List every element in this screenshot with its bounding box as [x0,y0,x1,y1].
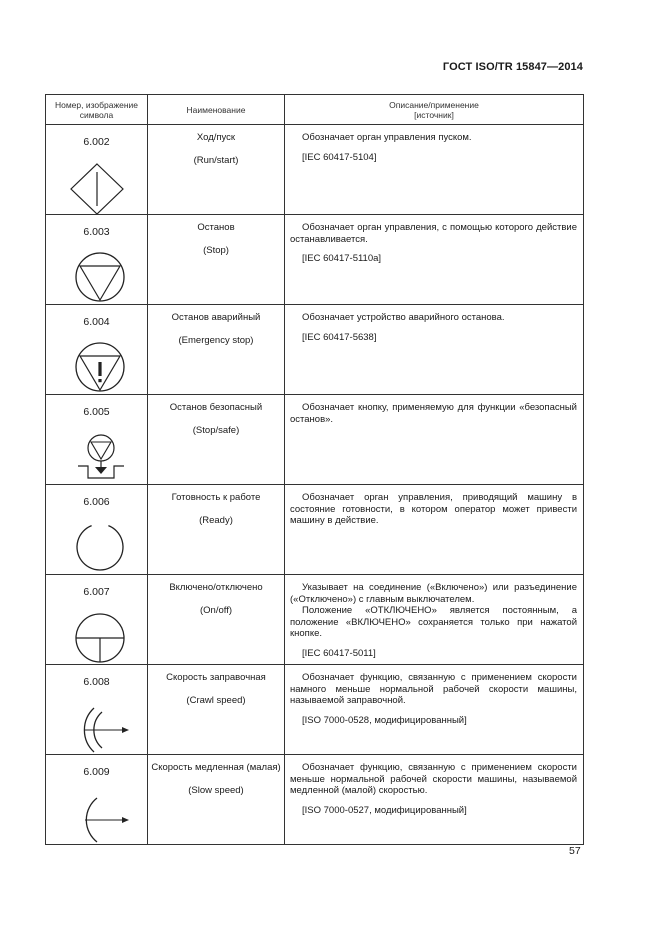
column-header-number: Номер, изображение символа [46,95,148,125]
page-number: 57 [569,845,581,857]
description-cell [285,395,584,485]
source-reference: [IEC 60417-5011] [302,647,376,659]
description-text: Указывает на соединение («Включено») или разъединение («Отключено») с главным выключателем. [290,582,577,605]
description-text: Обозначает орган управления пуском. [302,132,472,143]
column-header-description-label: Описание/применение [389,99,479,110]
name-cell [148,125,285,215]
symbol-number: 6.002 [83,136,110,148]
document-header: ГОСТ ISO/TR 15847—2014 [442,61,583,73]
source-reference: [IEC 60417-5110a] [302,253,382,264]
crawl-speed-icon [52,688,142,754]
description-cell [285,755,584,845]
on-off-icon [52,598,142,664]
name-cell [148,395,285,485]
ready-icon [52,508,142,574]
symbol-cell [46,755,148,845]
symbol-cell [46,305,148,395]
description-text: Обозначает кнопку, применяемую для функции «безопасный останов». [290,402,577,425]
symbol-cell [46,665,148,755]
name-cell [148,755,285,845]
column-header-name: Наименование [148,95,285,125]
source-reference: [ISO 7000-0528, модифицированный] [302,714,467,726]
symbol-number: 6.007 [83,586,110,598]
name-cell [148,305,285,395]
description-text: Обозначает функцию, связанную с применением скорости намного меньше нормальной рабочей скорости машины, называемой заправочной. [290,672,577,706]
symbol-name-en: (Stop) [203,245,229,256]
description-text: Обозначает орган управления, приводящий машину в состояние готовности, в котором оператор может привести машину в действие. [290,492,577,526]
description-cell [285,485,584,575]
symbol-name: Скорость заправочная [166,672,266,683]
stop-safe-icon [52,418,142,484]
stop-triangle-icon [52,238,142,304]
description-text: Положение «ОТКЛЮЧЕНО» является постоянным, а положение «ВКЛЮЧЕНО» сохраняется только при нажатой кнопке. [290,605,577,639]
symbol-number: 6.006 [83,496,110,508]
description-cell [285,305,584,395]
source-reference: [IEC 60417-5638] [302,331,377,343]
description-text: Обозначает устройство аварийного останова. [302,312,505,323]
symbol-cell [46,395,148,485]
column-header-description [285,95,584,125]
source-reference: [ISO 7000-0527, модифицированный] [302,804,467,816]
symbol-number: 6.009 [83,766,110,778]
table-row [46,485,584,575]
symbol-name: Останов безопасный [169,402,263,413]
description-text: Обозначает функцию, связанную с применением скорости меньше нормальной рабочей скорости машины, называемой медленной (малой) скоростью. [290,762,577,796]
name-cell [148,665,285,755]
description-text: Обозначает орган управления, с помощью которого действие останавливается. [290,222,577,245]
symbol-cell [46,485,148,575]
symbol-name: Скорость медленная (малая) [151,762,281,773]
table-row [46,665,584,755]
symbol-name-en: (On/off) [199,605,233,616]
symbol-name: Готовность к работе [171,492,261,503]
symbol-name: Останов [197,222,235,233]
table-row [46,305,584,395]
symbol-name-en: (Stop/safe) [192,425,240,436]
symbol-name-en: (Run/start) [193,155,239,166]
description-cell [285,665,584,755]
description-cell [285,215,584,305]
symbol-number: 6.005 [83,406,110,418]
table-row [46,125,584,215]
symbol-name-en: (Crawl speed) [186,695,246,706]
symbol-name: Ход/пуск [196,132,236,143]
name-cell [148,575,285,665]
symbol-number: 6.003 [83,226,110,238]
symbol-cell [46,575,148,665]
source-reference: [IEC 60417-5104] [302,151,377,163]
symbol-number: 6.008 [83,676,110,688]
table-row [46,755,584,845]
description-cell [285,125,584,215]
table-row [46,395,584,485]
symbol-name: Останов аварийный [171,312,261,323]
symbol-number: 6.004 [83,316,110,328]
table-header-row [46,95,584,125]
symbols-table [45,94,584,845]
name-cell [148,485,285,575]
diamond-run-icon [52,148,142,214]
description-cell [285,575,584,665]
table-row [46,215,584,305]
name-cell [148,215,285,305]
table-row [46,575,584,665]
symbol-name-en: (Emergency stop) [178,335,254,346]
slow-speed-icon [52,778,142,844]
symbol-cell [46,215,148,305]
emergency-stop-icon [52,328,142,394]
symbol-name-en: (Ready) [199,515,233,526]
column-header-source-label: [источник] [414,109,454,120]
symbol-name-en: (Slow speed) [188,785,244,796]
symbol-cell [46,125,148,215]
symbol-name: Включено/отключено [169,582,263,593]
